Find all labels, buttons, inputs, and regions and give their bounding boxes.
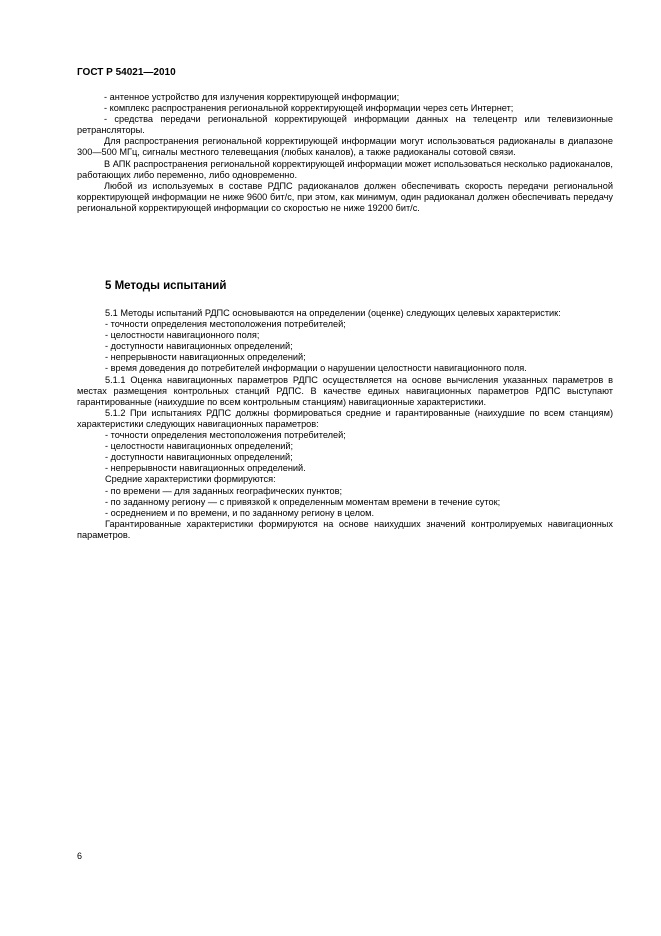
section-text-block: [77, 308, 613, 541]
list-item: - доступности навигационных определений;: [105, 341, 293, 352]
top-text-block: [77, 92, 613, 214]
paragraph: - антенное устройство для излучения корректирующей информации;: [104, 92, 400, 102]
paragraph: Гарантированные характеристики формируются на основе наихудших значений контролируемых навигационных параметров.: [77, 518, 613, 540]
list-item: - непрерывности навигационных определений.: [105, 463, 306, 474]
list-item: - целостности навигационного поля;: [105, 330, 260, 341]
paragraph: - средства передачи региональной корректирующей информации данных на телецентр или телевизионные ретрансляторы.: [77, 114, 613, 136]
list-item: - осреднением и по времени, и по заданному региону в целом.: [105, 507, 375, 518]
paragraph: 5.1.2 При испытаниях РДПС должны формироваться средние и гарантированные (наихудшие по всем станциям) характеристики следующих навигационных параметров:: [77, 407, 613, 429]
list-item: - по заданному региону — с привязкой к определенным моментам времени в течение суток;: [105, 496, 501, 507]
list-item: - точности определения местоположения потребителей;: [105, 319, 346, 330]
list-item: - по времени — для заданных географических пунктов;: [105, 485, 343, 496]
paragraph: В АПК распространения региональной корректирующей информации может использоваться несколько радиоканалов, работающих либо переменно, либо одновременно.: [77, 158, 613, 180]
list-item: - точности определения местоположения потребителей;: [105, 430, 346, 441]
paragraph: Любой из используемых в составе РДПС радиоканалов должен обеспечивать скорость передачи региональной корректирующей информации не ниже 9600 бит/с, при этом, как минимум, один радиоканал должен обеспечивать передачу региональной корректирующей информации со скоростью не ниже 19200 бит/с.: [77, 180, 613, 213]
paragraph: Для распространения региональной корректирующей информации могут использоваться радиоканалы в диапазоне 300—500 МГц, сигналы местного телевещания (любых каналов), а также радиоканалы сотовой связи.: [77, 136, 613, 158]
paragraph: 5.1 Методы испытаний РДПС основываются на определении (оценке) следующих целевых характеристик:: [105, 308, 561, 318]
list-item: - доступности навигационных определений;: [105, 452, 293, 463]
document-header: ГОСТ Р 54021—2010: [77, 67, 176, 78]
paragraph: 5.1.1 Оценка навигационных параметров РДПС осуществляется на основе вычисления указанных параметров в местах размещения контрольных станций РДПС. В качестве единых навигационных параметров РДПС выступают гарантированные (наихудшие по всем контрольным станциям) навигационные характеристики.: [77, 374, 613, 407]
list-item: - время доведения до потребителей информации о нарушении целостности навигационного поля.: [105, 363, 527, 374]
paragraph: - комплекс распространения региональной корректирующей информации через сеть Интернет;: [104, 103, 514, 114]
page-number: 6: [77, 851, 83, 861]
list-item: - непрерывности навигационных определений;: [105, 352, 306, 363]
section-heading: 5 Методы испытаний: [105, 280, 227, 292]
paragraph: Средние характеристики формируются:: [105, 474, 276, 485]
list-item: - целостности навигационных определений;: [105, 441, 294, 452]
